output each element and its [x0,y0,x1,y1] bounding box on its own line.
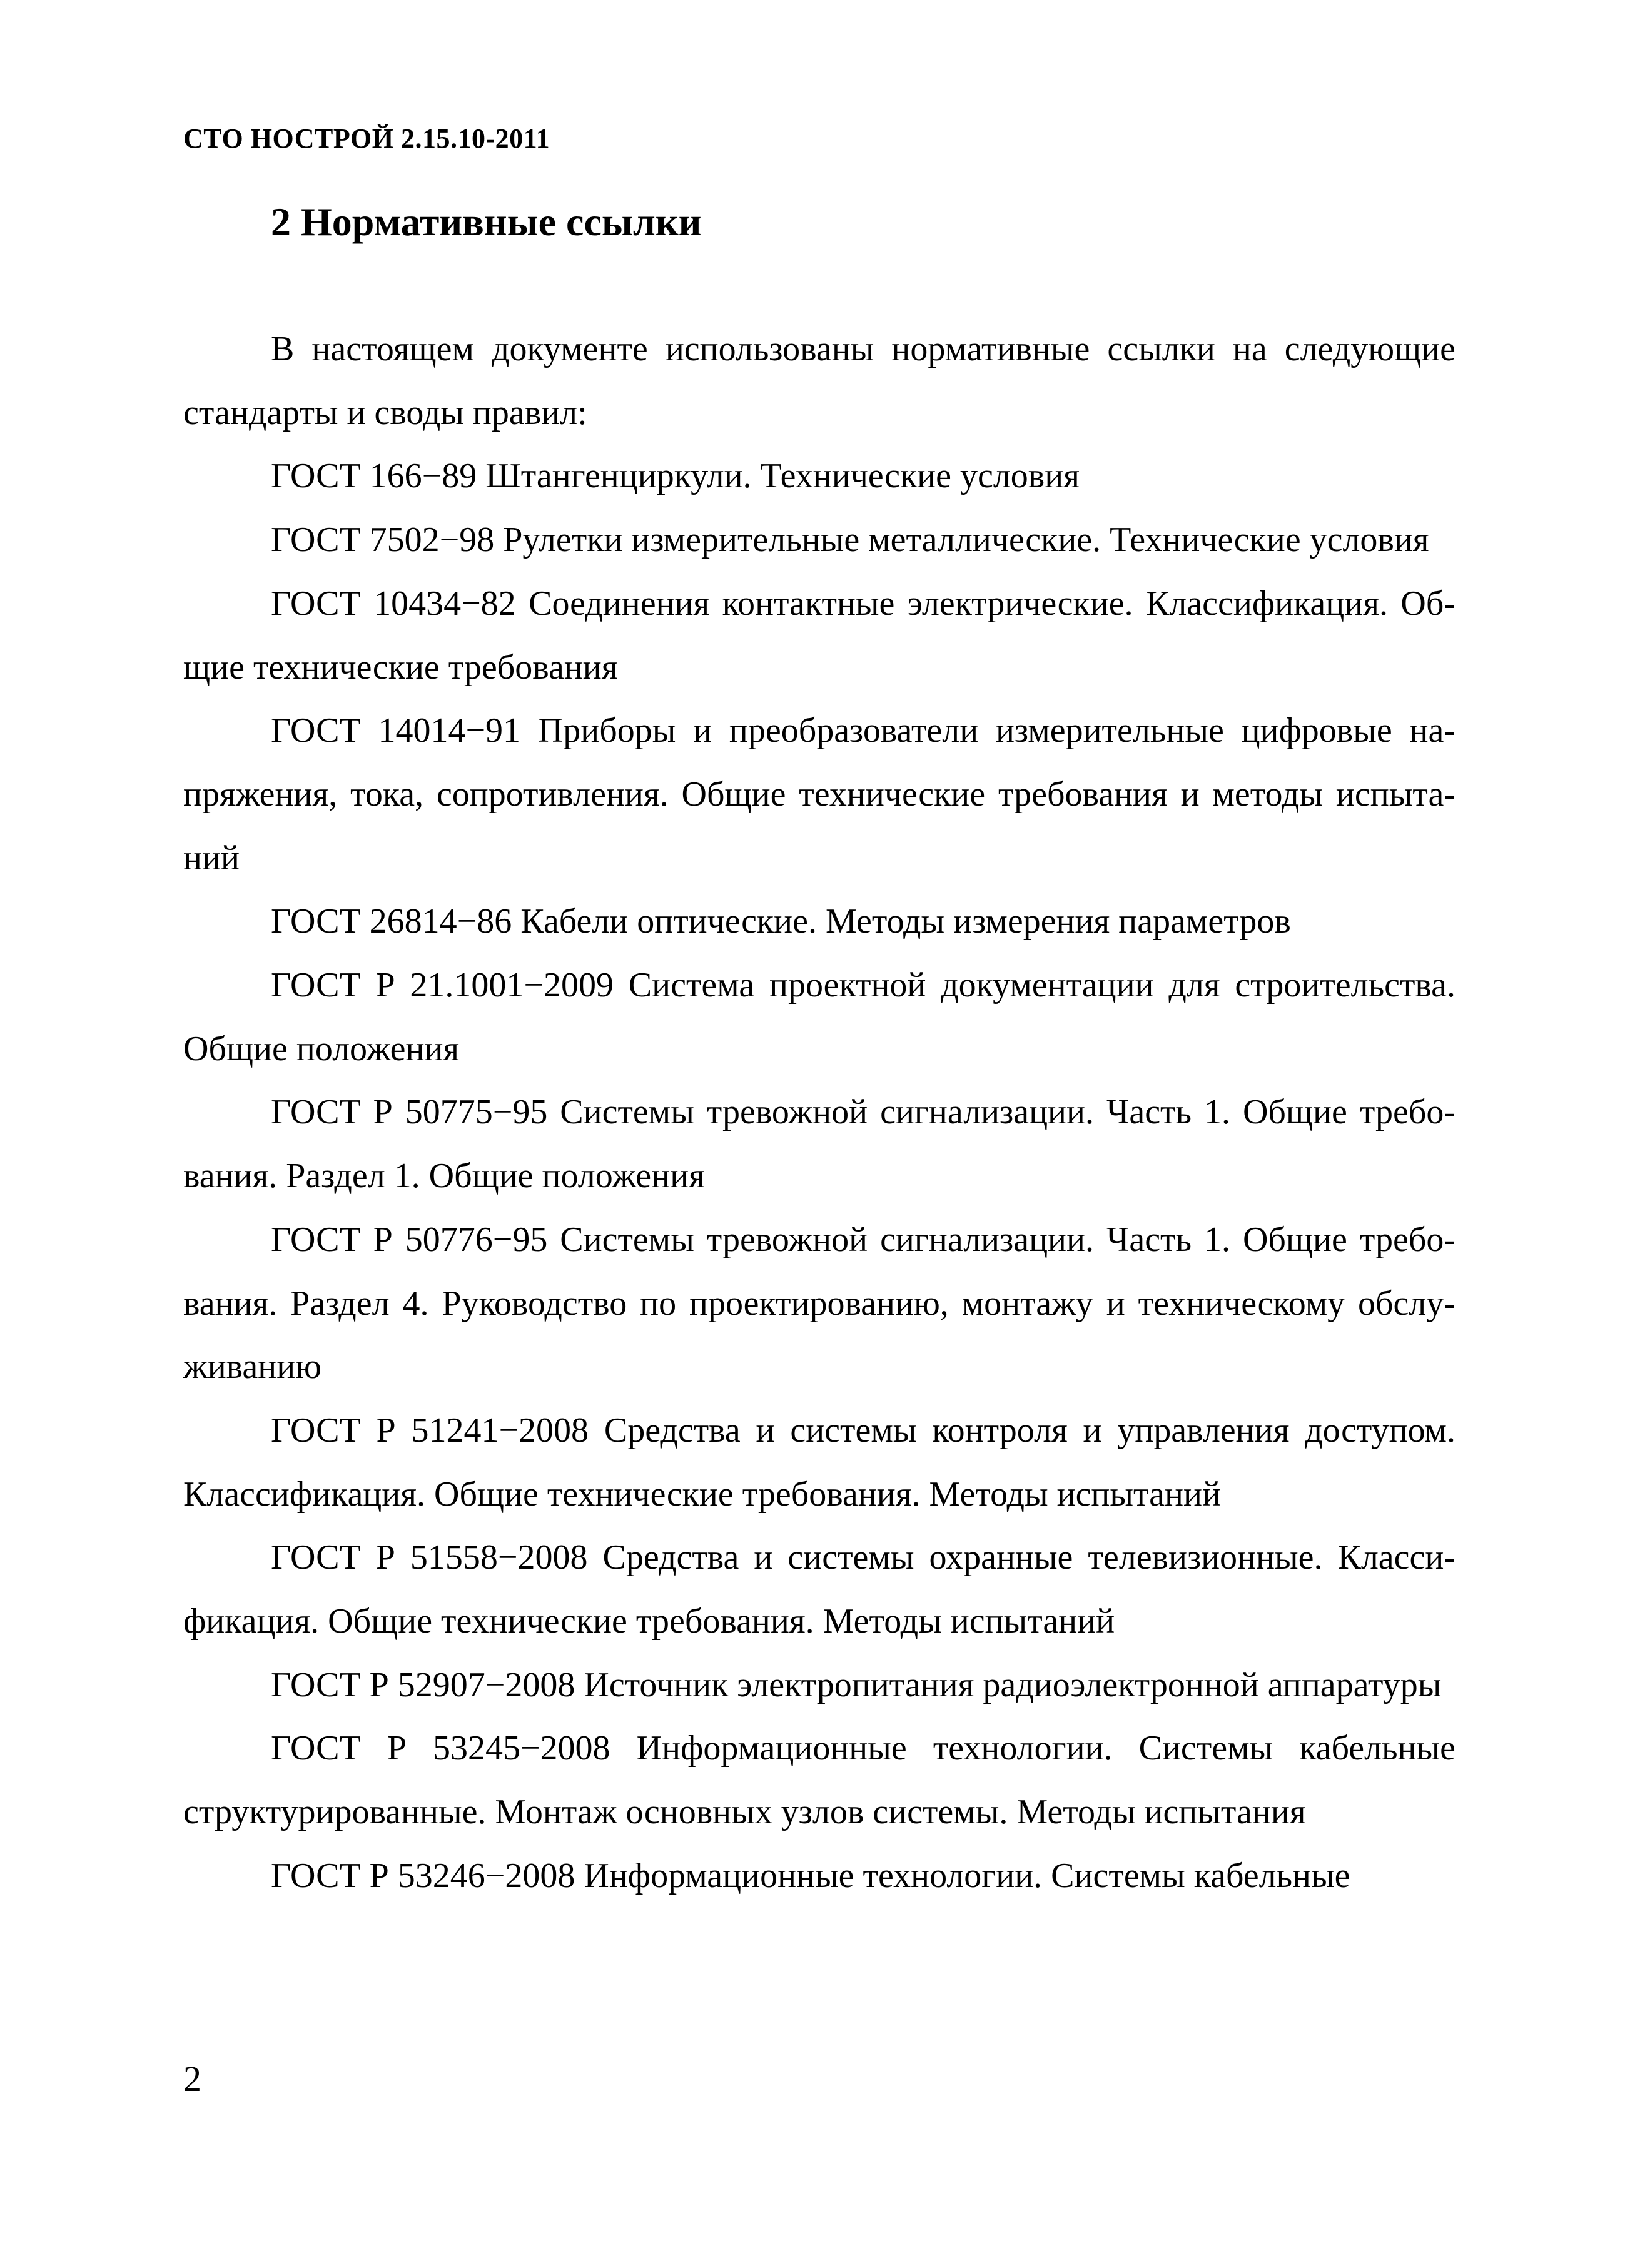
page-number: 2 [183,2058,201,2099]
reference-item: ГОСТ 14014−91 Приборы и преобразователи измерительные цифровые напряжения, тока, сопротивления. Общие технические требования и методы испытаний [183,711,1455,878]
references-body [183,318,1455,1908]
reference-item: ГОСТ Р 52907−2008 Источник электропитания радиоэлектронной аппаратуры [271,1665,1442,1704]
section-title: 2 Нормативные ссылки [271,200,702,244]
reference-item: ГОСТ 7502−98 Рулетки измерительные металлические. Технические условия [271,520,1429,560]
reference-item: ГОСТ 26814−86 Кабели оптические. Методы измерения параметров [271,902,1291,941]
intro-paragraph: В настоящем документе использованы нормативные ссылки на следующие стандарты и своды правил: [183,330,1455,432]
reference-item: ГОСТ 10434−82 Соединения контактные электрические. Классификация. Общие технические требования [183,584,1455,687]
reference-item: ГОСТ Р 53245−2008 Информационные технологии. Системы кабельные структурированные. Монтаж основных узлов системы. Методы испытания [183,1729,1455,1832]
reference-item: ГОСТ Р 50776−95 Системы тревожной сигнализации. Часть 1. Общие требования. Раздел 4. Руководство по проектированию, монтажу и техническому обслуживанию [183,1220,1455,1387]
reference-item: ГОСТ Р 51558−2008 Средства и системы охранные телевизионные. Классификация. Общие технические требования. Методы испытаний [183,1538,1455,1641]
reference-item: ГОСТ 166−89 Штангенциркули. Технические условия [271,457,1080,496]
reference-item: ГОСТ Р 50775−95 Системы тревожной сигнализации. Часть 1. Общие требования. Раздел 1. Общие положения [183,1093,1455,1196]
document-code-header: СТО НОСТРОЙ 2.15.10-2011 [183,123,550,154]
reference-item: ГОСТ Р 21.1001−2009 Система проектной документации для строительства. Общие положения [183,966,1455,1068]
reference-item: ГОСТ Р 53246−2008 Информационные технологии. Системы кабельные [271,1856,1350,1895]
reference-item: ГОСТ Р 51241−2008 Средства и системы контроля и управления доступом. Классификация. Общие технические требования. Методы испытаний [183,1410,1455,1514]
